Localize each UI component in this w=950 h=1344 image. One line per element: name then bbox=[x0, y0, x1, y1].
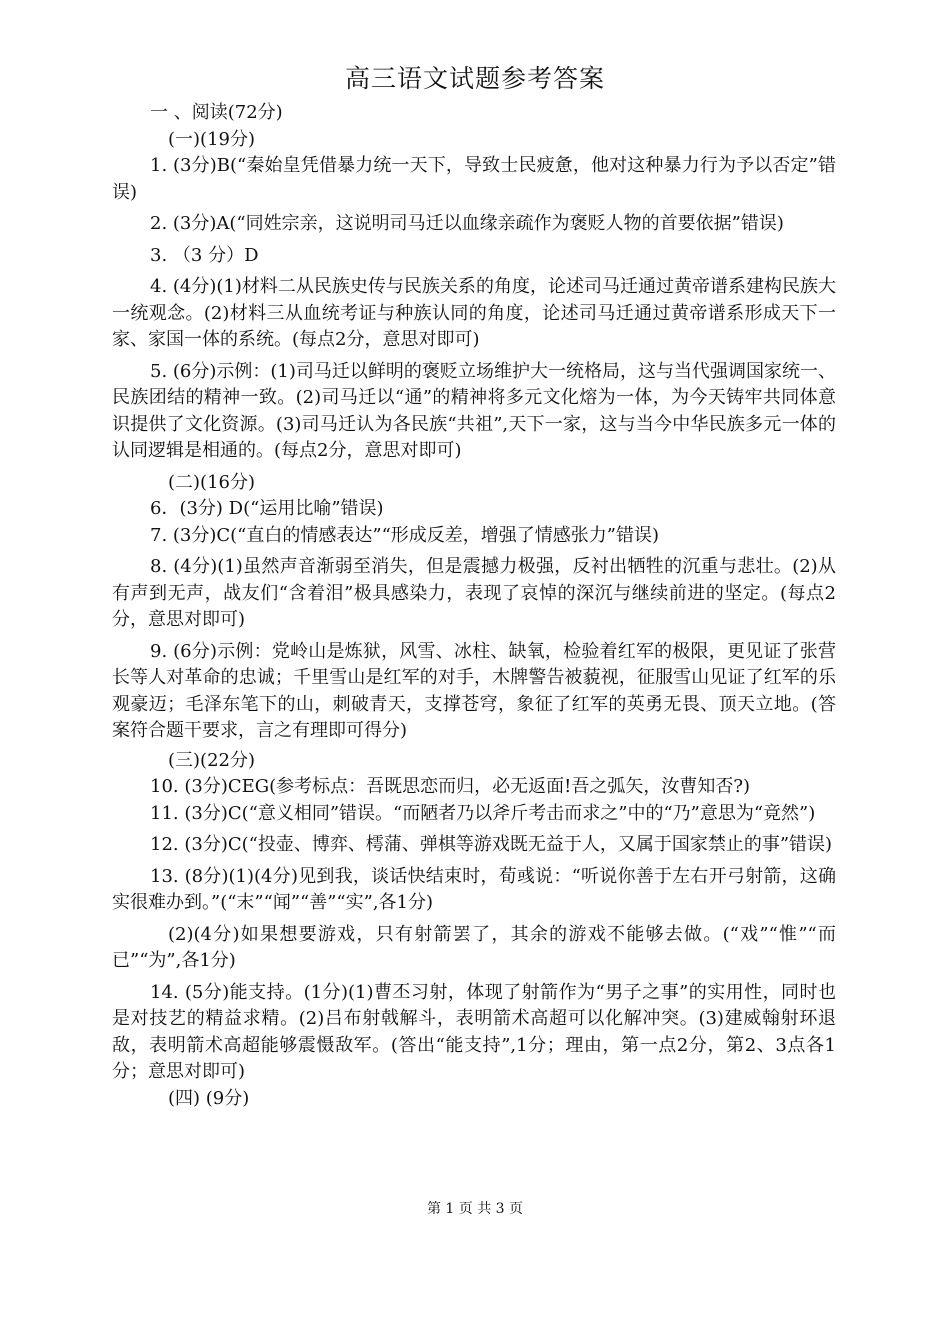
answer-q12: 12. (3分)C(“投壶、博弈、樗蒲、弹棋等游戏既无益于人，又属于国家禁止的事”错误) bbox=[150, 834, 833, 855]
answer-q13-part2: (2)(4分)如果想要游戏，只有射箭罢了，其余的游戏不能够去做。(“戏”“惟”“而已”“为”,各1分) bbox=[112, 923, 836, 971]
subsection-heading-4: (四) (9分) bbox=[168, 1087, 250, 1109]
subsection-heading-1: (一)(19分) bbox=[168, 128, 255, 150]
page-title: 高三语文试题参考答案 bbox=[344, 64, 605, 93]
answer-q3: 3. （3 分）D bbox=[150, 244, 259, 266]
answer-q14: 14. (5分)能支持。(1分)(1)曹丕习射，体现了射箭作为“男子之事”的实用性，同时也是对技艺的精益求精。(2)吕布射戟解斗，表明箭术高超可以化解冲突。(3)建威翰射环退敌，表明箭术高超能够震慑敌军。(答出“能支持”,1分；理由，第一点2分，第2、3点各1分；意思对即可) bbox=[112, 981, 836, 1082]
answer-q10: 10. (3分)CEG(参考标点：吾既思恋而归，必无返面!吾之弧矢，汝曹知否?) bbox=[150, 776, 751, 797]
answer-q6: 6．(3分) D(“运用比喻”错误) bbox=[150, 498, 384, 519]
answer-q9: 9. (6分)示例：党岭山是炼狱，风雪、冰柱、缺氧，检验着红军的极限，更见证了张营长等人对革命的忠诚；千里雪山是红军的对手，木牌警告被藐视，征服雪山见证了红军的乐观豪迈；毛泽东笔下的山，刺破青天，支撑苍穹，象征了红军的英勇无畏、顶天立地。(答案符合题干要求，言之有理即可得分) bbox=[112, 640, 836, 741]
subsection-heading-3: (三)(22分) bbox=[168, 749, 255, 771]
answer-q5: 5. (6分)示例：(1)司马迁以鲜明的褒贬立场维护大一统格局，这与当代强调国家统一、民族团结的精神一致。(2)司马迁以“通”的精神将多元文化熔为一体，为今天铸牢共同体意识提供了文化资源。(3)司马迁认为各民族“共祖”,天下一家，这与当今中华民族多元一体的认同逻辑是相通的。(每点2分，意思对即可) bbox=[112, 360, 836, 461]
answer-q2: 2. (3分)A(“同姓宗亲，这说明司马迁以血缘亲疏作为褒贬人物的首要依据”错误) bbox=[150, 213, 784, 234]
answer-q1: 1. (3分)B(“秦始皇凭借暴力统一天下，导致士民疲惫，他对这种暴力行为予以否定”错误) bbox=[112, 155, 836, 203]
page-footer: 第 1 页 共 3 页 bbox=[426, 1201, 524, 1217]
answer-q13-part1: 13. (8分)(1)(4分)见到我，谈话快结束时，荀彧说：“听说你善于左右开弓射箭，这确实很难办到。”(“末”“闻”“善”“实”,各1分) bbox=[112, 865, 836, 913]
answer-q8: 8. (4分)(1)虽然声音渐弱至消失，但是震撼力极强，反衬出牺牲的沉重与悲壮。(2)从有声到无声，战友们“含着泪”极具感染力，表现了哀悼的深沉与继续前进的坚定。(每点2分，意思对即可) bbox=[112, 556, 836, 630]
section-heading-reading: 一 、阅读(72分) bbox=[150, 102, 283, 123]
answer-q7: 7. (3分)C(“直白的情感表达”“形成反差，增强了情感张力”错误) bbox=[150, 524, 660, 546]
answer-q11: 11. (3分)C(“意义相同”错误。“而陋者乃以斧斤考击而求之”中的“乃”意思为“竟然”) bbox=[150, 802, 816, 824]
answer-q4: 4. (4分)(1)材料二从民族史传与民族关系的角度，论述司马迁通过黄帝谱系建构民族大一统观念。(2)材料三从血统考证与种族认同的角度，论述司马迁通过黄帝谱系形成天下一家、家国一体的系统。(每点2分，意思对即可) bbox=[112, 276, 836, 350]
answer-content bbox=[112, 100, 836, 1112]
subsection-heading-2: (二)(16分) bbox=[168, 471, 255, 493]
